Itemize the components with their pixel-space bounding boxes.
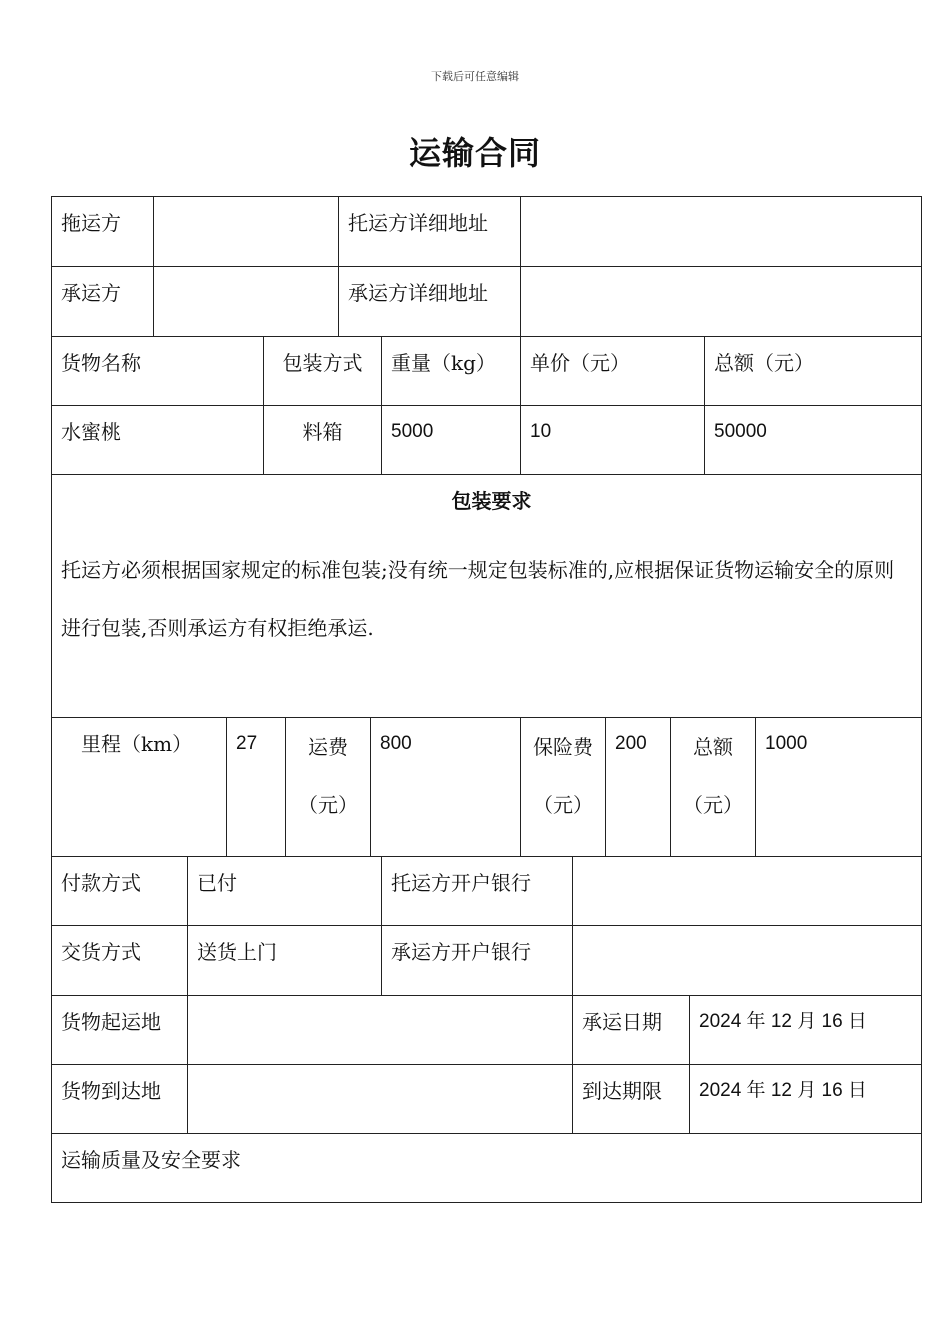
fees-total-label-line1: 总额 (693, 735, 733, 759)
goods-name-value[interactable]: 水蜜桃 (52, 406, 264, 475)
fees-total-label-line2: （元） (683, 793, 743, 817)
safety-requirements-label: 运输质量及安全要求 (61, 1148, 241, 1172)
carrier-bank-label: 承运方开户银行 (382, 926, 573, 996)
ship-date-label: 承运日期 (573, 996, 690, 1065)
shipper-value[interactable] (154, 197, 339, 267)
contract-table (51, 196, 922, 1203)
total-amount-value[interactable]: 50000 (705, 406, 922, 475)
packaging-requirements-title: 包装要求 (451, 489, 532, 513)
insurance-label-line2: （元） (533, 793, 593, 817)
insurance-label (521, 718, 606, 857)
delivery-method-value[interactable]: 送货上门 (188, 926, 382, 996)
carrier-address-label: 承运方详细地址 (339, 267, 521, 337)
fees-total-label (671, 718, 756, 857)
payment-method-value[interactable]: 已付 (188, 857, 382, 926)
destination-label: 货物到达地 (52, 1065, 188, 1134)
shipper-address-value[interactable] (521, 197, 922, 267)
payment-method-label: 付款方式 (52, 857, 188, 926)
carrier-label: 承运方 (52, 267, 154, 337)
packaging-method-header: 包装方式 (264, 337, 382, 406)
freight-value[interactable]: 800 (371, 718, 521, 857)
freight-label-line2: （元） (298, 793, 358, 817)
carrier-address-value[interactable] (521, 267, 922, 337)
mileage-value[interactable]: 27 (227, 718, 286, 857)
insurance-value[interactable]: 200 (606, 718, 671, 857)
carrier-value[interactable] (154, 267, 339, 337)
origin-label: 货物起运地 (52, 996, 188, 1065)
packaging-requirements-section (52, 475, 922, 718)
destination-value[interactable] (188, 1065, 573, 1134)
unit-price-header: 单价（元） (521, 337, 705, 406)
fees-total-value[interactable]: 1000 (756, 718, 922, 857)
freight-label (286, 718, 371, 857)
ship-date-value[interactable]: 2024 年 12 月 16 日 (690, 996, 922, 1065)
weight-value[interactable]: 5000 (382, 406, 521, 475)
shipper-address-label: 托运方详细地址 (339, 197, 521, 267)
document-title: 运输合同 (408, 134, 541, 172)
unit-price-value[interactable]: 10 (521, 406, 705, 475)
packaging-method-value[interactable]: 料箱 (264, 406, 382, 475)
header-note: 下载后可任意编辑 (431, 70, 519, 83)
arrival-deadline-label: 到达期限 (573, 1065, 690, 1134)
goods-name-header: 货物名称 (52, 337, 264, 406)
insurance-label-line1: 保险费 (533, 735, 593, 759)
origin-value[interactable] (188, 996, 573, 1065)
mileage-label: 里程（km） (52, 718, 227, 857)
shipper-bank-label: 托运方开户银行 (382, 857, 573, 926)
freight-label-line1: 运费 (308, 735, 348, 759)
packaging-requirements-text: 托运方必须根据国家规定的标准包装;没有统一规定包装标准的,应根据保证货物运输安全的原则进行包装,否则承运方有权拒绝承运. (61, 558, 895, 640)
weight-header: 重量（kg） (382, 337, 521, 406)
arrival-deadline-value[interactable]: 2024 年 12 月 16 日 (690, 1065, 922, 1134)
shipper-bank-value[interactable] (573, 857, 922, 926)
delivery-method-label: 交货方式 (52, 926, 188, 996)
carrier-bank-value[interactable] (573, 926, 922, 996)
shipper-label: 拖运方 (52, 197, 154, 267)
total-amount-header: 总额（元） (705, 337, 922, 406)
